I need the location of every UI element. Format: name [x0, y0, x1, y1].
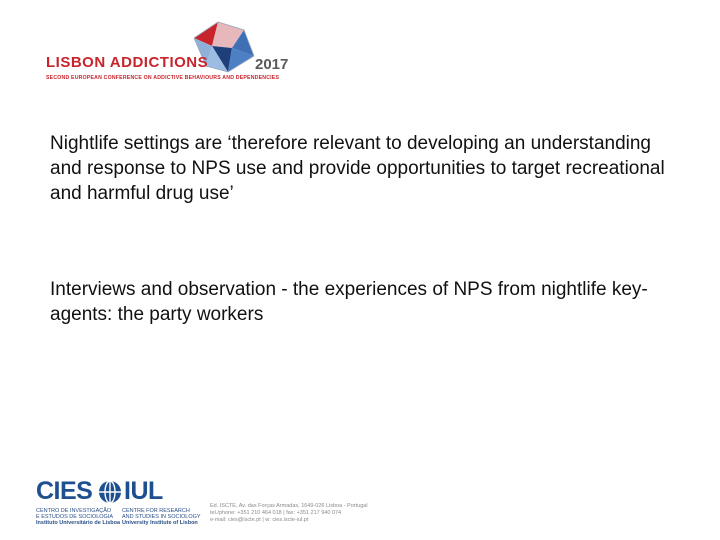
paragraph-interviews: Interviews and observation - the experiences of NPS from nightlife key-agents: the party workers: [50, 279, 648, 325]
institution-pt-line-2: E ESTUDOS DE SOCIOLOGIA: [36, 514, 114, 520]
globe-icon: [98, 480, 122, 504]
institution-pt-line-3: Instituto Universitário de Lisboa: [36, 520, 121, 526]
institution-en-line-1: CENTRE FOR RESEARCH: [122, 508, 190, 514]
cies-wordmark: CIES: [36, 477, 93, 505]
conference-logo: [38, 16, 298, 86]
slide-body: [50, 131, 670, 327]
logo-year: 2017: [255, 56, 289, 73]
logo-title: LISBON ADDICTIONS: [46, 54, 209, 71]
institution-en-line-2: AND STUDIES IN SOCIOLOGY: [122, 514, 201, 520]
address-line-1: Ed. ISCTE, Av. das Forças Armadas, 1649-026 Lisboa - Portugal: [210, 503, 368, 509]
address-line-3: e-mail: cies@iscte.pt | w: cies.iscte-iul.pt: [210, 517, 309, 523]
paragraph-nightlife-settings: Nightlife settings are ‘therefore relevant to developing an understanding and response to NPS use and provide opportunities to target recreational and harmful drug use’: [50, 133, 665, 204]
institution-pt-line-1: CENTRO DE INVESTIGAÇÃO: [36, 508, 112, 514]
cies-iul-logo: [34, 475, 394, 535]
address-line-2: tel./phone: +351 210 464 018 | fax: +351 217 940 074: [210, 510, 342, 516]
iul-wordmark: IUL: [124, 477, 163, 505]
logo-subtitle: SECOND EUROPEAN CONFERENCE ON ADDICTIVE BEHAVIOURS AND DEPENDENCIES: [46, 75, 280, 81]
institution-en-line-3: University Institute of Lisbon: [122, 520, 198, 526]
